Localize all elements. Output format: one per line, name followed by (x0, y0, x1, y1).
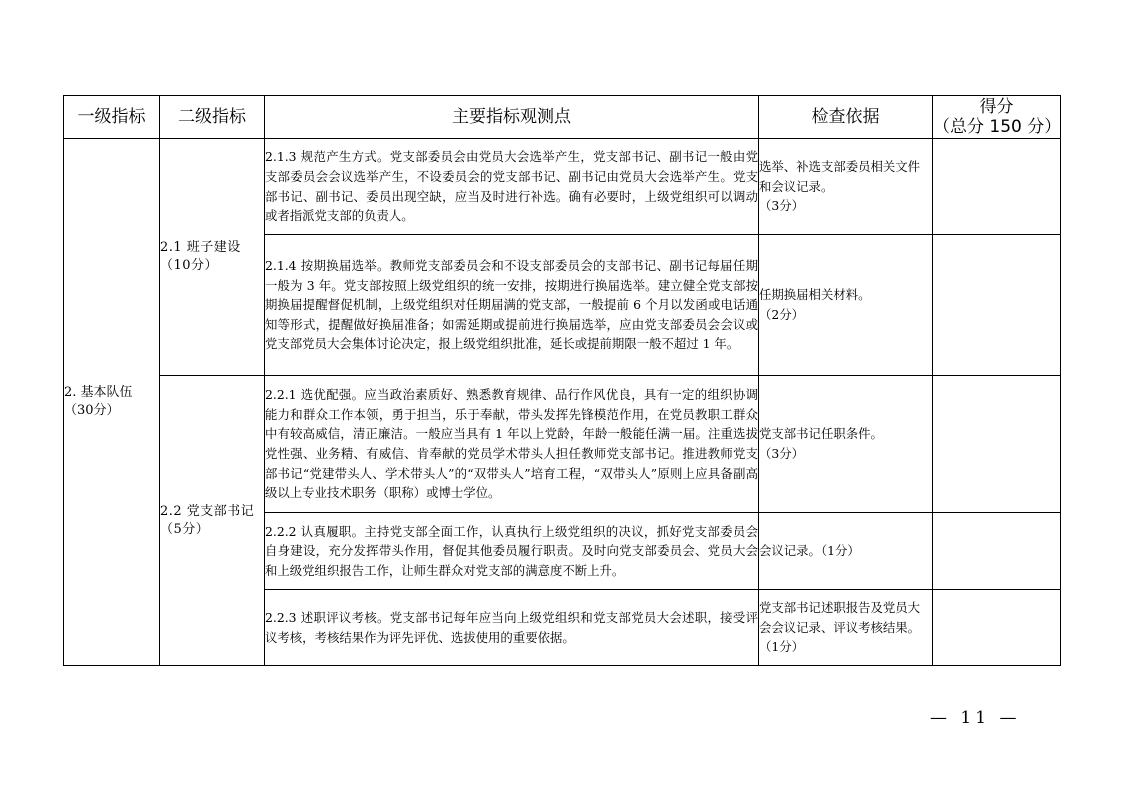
score-cell[interactable] (933, 590, 1061, 666)
score-cell[interactable] (933, 139, 1061, 235)
basis-text: 党支部书记任职条件。 (759, 426, 883, 442)
basis-score: （2分） (759, 307, 805, 322)
score-cell[interactable] (933, 235, 1061, 376)
header-score (933, 96, 1061, 139)
score-cell[interactable] (933, 513, 1061, 590)
header-points: 主要指标观测点 (265, 96, 759, 139)
basis-cell (759, 376, 933, 513)
header-basis: 检查依据 (759, 96, 933, 139)
basis-score: （3分） (759, 198, 805, 214)
level2-label: 2.1 班子建设 (160, 240, 241, 255)
level2-cell (160, 376, 265, 666)
point-cell: 2.1.4 按期换届选举。教师党支部委员会和不设支部委员会的支部书记、副书记每届任期一般为 3 年。党支部按照上级党组织的统一安排，按期进行换届选举。建立健全党支部按期换届提醒督促机制，上级党组织对任期届满的党支部，一般提前 6 个月以发函或电话通知等形式，提醒做好换届准备；如需延期或提前进行换届选举，应由党支部委员会会议或党支部党员大会集体讨论决定，报上级党组织批准，延长或提前期限一般不超过 1 年。 (265, 235, 759, 376)
basis-text: 党支部书记述职报告及党员大会会议记录、评议考核结果。（1分） (759, 600, 921, 655)
point-cell: 2.2.2 认真履职。主持党支部全面工作，认真执行上级党组织的决议，抓好党支部委员会自身建设，充分发挥带头作用，督促其他委员履行职责。及时向党支部委员会、党员大会和上级党组织报告工作，让师生群众对党支部的满意度不断上升。 (265, 513, 759, 590)
level1-score: （30分） (64, 403, 120, 418)
basis-cell (759, 139, 933, 235)
header-level2: 二级指标 (160, 96, 265, 139)
table-row (64, 376, 1061, 513)
basis-cell (759, 513, 933, 590)
basis-cell (759, 235, 933, 376)
point-cell: 2.1.3 规范产生方式。党支部委员会由党员大会选举产生，党支部书记、副书记一般由党支部委员会会议选举产生，不设委员会的党支部书记、副书记由党员大会选举产生。党支部书记、副书记、委员出现空缺，应当及时进行补选。确有必要时，上级党组织可以调动或者指派党支部的负责人。 (265, 139, 759, 235)
header-row (64, 96, 1061, 139)
page-number: — 11 — (930, 708, 1021, 728)
header-score-total: （总分 150 分） (933, 117, 1062, 137)
basis-text: 选举、补选支部委员相关文件和会议记录。 (759, 159, 921, 194)
table-row (64, 139, 1061, 235)
level1-label: 2. 基本队伍 (64, 385, 133, 400)
evaluation-table (63, 95, 1061, 666)
point-cell: 2.2.1 选优配强。应当政治素质好、熟悉教育规律、品行作风优良，具有一定的组织协调能力和群众工作本领，勇于担当，乐于奉献，带头发挥先锋模范作用，在党员教职工群众中有较高威信，清正廉洁。一般应当具有 1 年以上党龄，年龄一般能任满一届。注重选拔党性强、业务精、有威信、肯奉献的党员学术带头人担任教师党支部书记。推进教师党支部书记“党建带头人、学术带头人”的“双带头人”培育工程，“双带头人”原则上应具备副高级以上专业技术职务（职称）或博士学位。 (265, 376, 759, 513)
header-level1: 一级指标 (64, 96, 160, 139)
basis-cell (759, 590, 933, 666)
basis-score: （3分） (759, 446, 805, 461)
level2-score: （10分） (160, 258, 219, 273)
basis-text: 任期换届相关材料。 (759, 287, 871, 303)
point-cell: 2.2.3 述职评议考核。党支部书记每年应当向上级党组织和党支部党员大会述职，接受评议考核，考核结果作为评先评优、选拔使用的重要依据。 (265, 590, 759, 666)
basis-text: 会议记录。（1分） (759, 543, 860, 559)
level2-label: 2.2 党支部书记（5分） (160, 503, 255, 537)
header-score-title: 得分 (979, 97, 1014, 117)
level2-cell (160, 139, 265, 376)
level1-cell (64, 139, 160, 666)
score-cell[interactable] (933, 376, 1061, 513)
